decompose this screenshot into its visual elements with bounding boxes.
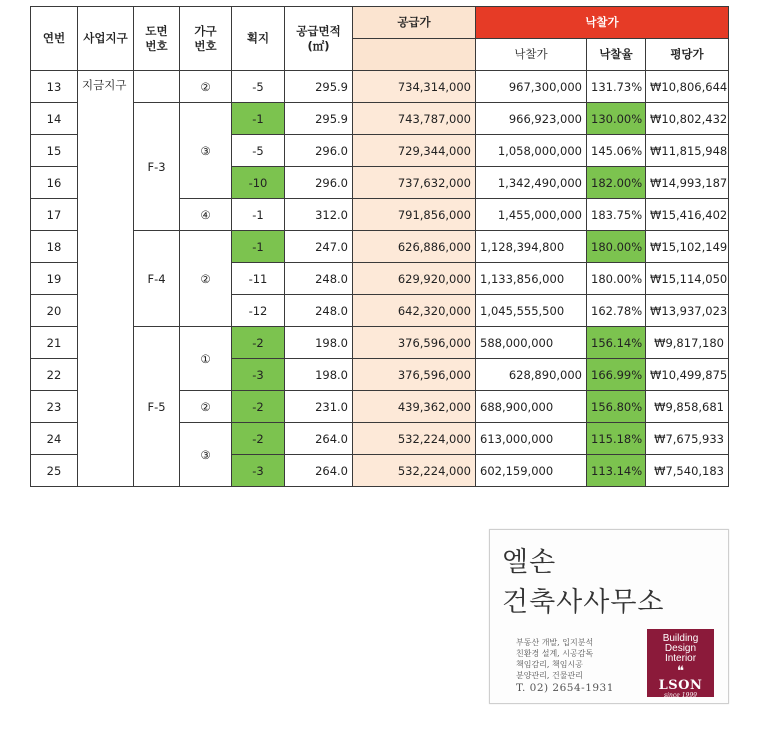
cell-area: 231.0 (285, 391, 353, 423)
logo-text-building: Building (662, 633, 699, 644)
cell-unit-no: ④ (180, 199, 232, 231)
cell-price-per-pyeong: ₩9,817,180 (646, 327, 729, 359)
cell-price-per-pyeong: ₩7,540,183 (646, 455, 729, 487)
cell-no: 13 (31, 71, 78, 103)
header-bid-group: 낙찰가 (476, 7, 729, 39)
cell-supply-price: 626,886,000 (353, 231, 476, 263)
cell-no: 19 (31, 263, 78, 295)
logo-text-interior: Interior (664, 653, 697, 664)
cell-area: 295.9 (285, 71, 353, 103)
card-company-name-line1: 엘손 (502, 547, 557, 578)
cell-lot: -3 (232, 359, 285, 391)
cell-lot: -2 (232, 391, 285, 423)
header-unit-no: 가구 번호 (180, 7, 232, 71)
cell-supply-price: 791,856,000 (353, 199, 476, 231)
cell-price-per-pyeong: ₩7,675,933 (646, 423, 729, 455)
cell-price-per-pyeong: ₩9,858,681 (646, 391, 729, 423)
cell-lot: -1 (232, 231, 285, 263)
cell-bid-price: 1,045,555,500 (476, 295, 587, 327)
card-service-line: 친환경 설계, 시공감독 (516, 649, 594, 658)
cell-area: 248.0 (285, 263, 353, 295)
cell-area: 198.0 (285, 359, 353, 391)
logo-text-design: Design (664, 643, 697, 654)
cell-bid-price: 588,000,000 (476, 327, 587, 359)
cell-bid-price: 1,455,000,000 (476, 199, 587, 231)
cell-bid-rate: 182.00% (587, 167, 646, 199)
cell-supply-price: 734,314,000 (353, 71, 476, 103)
cell-no: 16 (31, 167, 78, 199)
cell-bid-price: 967,300,000 (476, 71, 587, 103)
header-drawing-no: 도면 번호 (134, 7, 180, 71)
cell-bid-rate: 183.75% (587, 199, 646, 231)
cell-bid-rate: 145.06% (587, 135, 646, 167)
cell-supply-price: 642,320,000 (353, 295, 476, 327)
cell-lot: -3 (232, 455, 285, 487)
cell-supply-price: 376,596,000 (353, 327, 476, 359)
cell-area: 248.0 (285, 295, 353, 327)
cell-bid-price: 628,890,000 (476, 359, 587, 391)
cell-bid-rate: 162.78% (587, 295, 646, 327)
cell-price-per-pyeong: ₩10,802,432 (646, 103, 729, 135)
card-service-line: 분양관리, 건물관리 (516, 671, 583, 680)
header-lot: 획지 (232, 7, 285, 71)
cell-drawing-no: F-4 (134, 231, 180, 327)
header-bid-price: 낙찰가 (476, 39, 587, 71)
cell-no: 18 (31, 231, 78, 263)
cell-unit-no: ① (180, 327, 232, 391)
cell-no: 17 (31, 199, 78, 231)
card-company-name-line2: 건축사사무소 (502, 587, 665, 618)
table-row (31, 103, 729, 135)
cell-lot: -1 (232, 199, 285, 231)
cell-unit-no: ② (180, 71, 232, 103)
cell-lot: -5 (232, 135, 285, 167)
cell-supply-price: 532,224,000 (353, 423, 476, 455)
cell-unit-no: ② (180, 231, 232, 327)
cell-drawing-no: F-5 (134, 327, 180, 487)
cell-bid-rate: 180.00% (587, 263, 646, 295)
header-bid-rate: 낙찰율 (587, 39, 646, 71)
auction-results-table-wrapper (30, 6, 728, 487)
cell-drawing-empty (134, 71, 180, 103)
cell-area: 296.0 (285, 135, 353, 167)
table-row (31, 327, 729, 359)
table-row (31, 231, 729, 263)
cell-lot: -5 (232, 71, 285, 103)
cell-bid-price: 966,923,000 (476, 103, 587, 135)
cell-price-per-pyeong: ₩14,993,187 (646, 167, 729, 199)
header-no: 연번 (31, 7, 78, 71)
cell-bid-rate: 156.14% (587, 327, 646, 359)
cell-supply-price: 737,632,000 (353, 167, 476, 199)
cell-supply-price: 729,344,000 (353, 135, 476, 167)
cell-lot: -12 (232, 295, 285, 327)
cell-bid-rate: 166.99% (587, 359, 646, 391)
cell-price-per-pyeong: ₩13,937,023 (646, 295, 729, 327)
card-service-line: 부동산 개발, 입지분석 (516, 638, 594, 647)
cell-district: 지금지구 (78, 71, 134, 487)
cell-bid-price: 613,000,000 (476, 423, 587, 455)
cell-unit-no: ③ (180, 103, 232, 199)
cell-bid-price: 1,128,394,800 (476, 231, 587, 263)
cell-unit-no: ③ (180, 423, 232, 487)
cell-bid-rate: 130.00% (587, 103, 646, 135)
cell-area: 264.0 (285, 423, 353, 455)
card-services (516, 637, 593, 681)
cell-supply-price: 743,787,000 (353, 103, 476, 135)
cell-no: 20 (31, 295, 78, 327)
cell-bid-rate: 115.18% (587, 423, 646, 455)
cell-drawing-no: F-3 (134, 103, 180, 231)
cell-bid-price: 1,133,856,000 (476, 263, 587, 295)
auction-results-table (30, 6, 729, 487)
business-card (489, 529, 729, 704)
cell-no: 14 (31, 103, 78, 135)
cell-lot: -1 (232, 103, 285, 135)
cell-no: 24 (31, 423, 78, 455)
cell-supply-price: 376,596,000 (353, 359, 476, 391)
cell-price-per-pyeong: ₩15,114,050 (646, 263, 729, 295)
cell-area: 247.0 (285, 231, 353, 263)
cell-unit-no: ② (180, 391, 232, 423)
cell-bid-rate: 180.00% (587, 231, 646, 263)
header-area: 공급면적 (㎡) (285, 7, 353, 71)
cell-no: 15 (31, 135, 78, 167)
cell-supply-price: 629,920,000 (353, 263, 476, 295)
lson-logo (647, 629, 714, 697)
cell-bid-price: 688,900,000 (476, 391, 587, 423)
header-supply-price-sub (353, 39, 476, 71)
cell-lot: -2 (232, 327, 285, 359)
cell-bid-rate: 113.14% (587, 455, 646, 487)
cell-no: 22 (31, 359, 78, 391)
header-district: 사업지구 (78, 7, 134, 71)
cell-no: 21 (31, 327, 78, 359)
cell-area: 264.0 (285, 455, 353, 487)
cell-bid-price: 1,342,490,000 (476, 167, 587, 199)
cell-supply-price: 532,224,000 (353, 455, 476, 487)
logo-brand: LSON (658, 678, 703, 693)
cell-area: 198.0 (285, 327, 353, 359)
quote-mark-icon: ❝ (677, 664, 684, 679)
card-service-line: 책임감리, 책임시공 (516, 660, 583, 669)
cell-area: 312.0 (285, 199, 353, 231)
cell-no: 23 (31, 391, 78, 423)
cell-price-per-pyeong: ₩10,499,875 (646, 359, 729, 391)
cell-bid-rate: 156.80% (587, 391, 646, 423)
cell-price-per-pyeong: ₩11,815,948 (646, 135, 729, 167)
cell-price-per-pyeong: ₩15,102,149 (646, 231, 729, 263)
cell-price-per-pyeong: ₩10,806,644 (646, 71, 729, 103)
cell-bid-price: 602,159,000 (476, 455, 587, 487)
logo-since: since 1999 (664, 692, 697, 699)
cell-lot: -11 (232, 263, 285, 295)
cell-price-per-pyeong: ₩15,416,402 (646, 199, 729, 231)
card-telephone: T. 02) 2654-1931 (516, 682, 614, 694)
cell-bid-rate: 131.73% (587, 71, 646, 103)
cell-bid-price: 1,058,000,000 (476, 135, 587, 167)
cell-area: 296.0 (285, 167, 353, 199)
cell-supply-price: 439,362,000 (353, 391, 476, 423)
header-price-per-pyeong: 평당가 (646, 39, 729, 71)
cell-no: 25 (31, 455, 78, 487)
cell-lot: -10 (232, 167, 285, 199)
header-supply-price: 공급가 (353, 7, 476, 39)
table-row (31, 71, 729, 103)
cell-lot: -2 (232, 423, 285, 455)
cell-area: 295.9 (285, 103, 353, 135)
